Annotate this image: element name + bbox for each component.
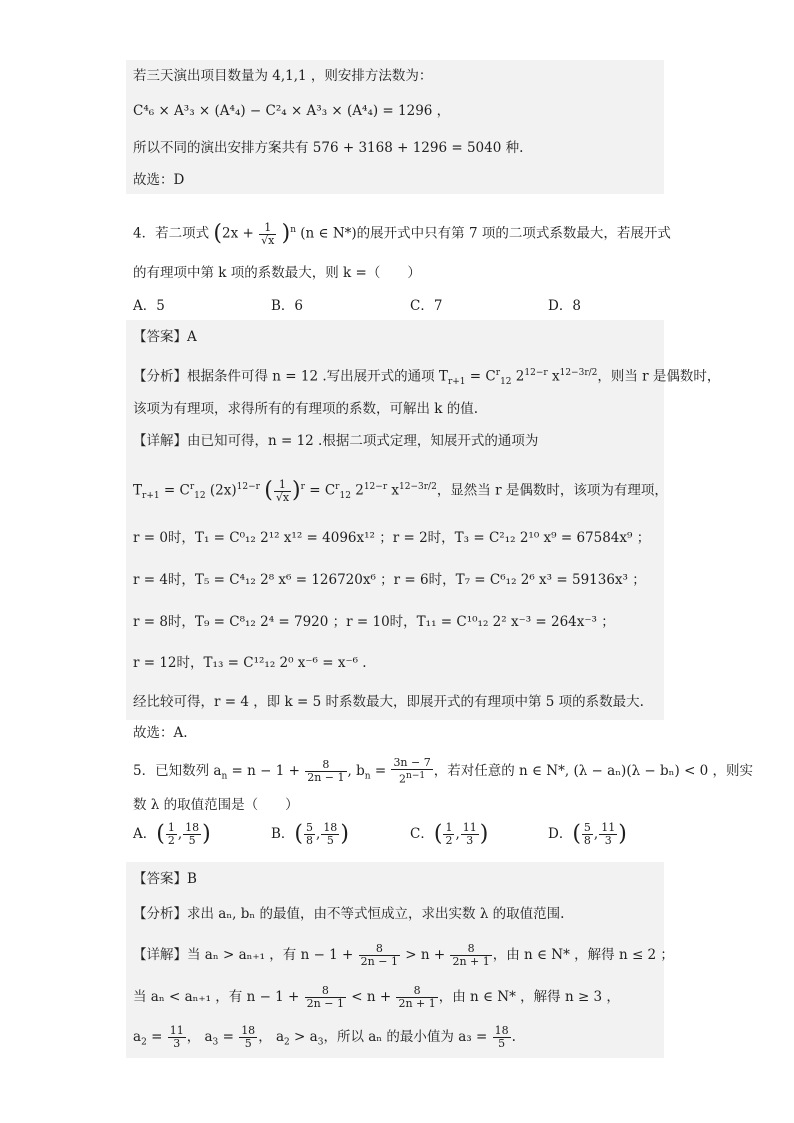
q5-option-b: B．( $\frac{5}{8}$ , $\frac{18}{5}$ ) [271, 821, 349, 847]
q4-option-d: D．8 [548, 298, 581, 314]
q4-compare: 经比较可得，r = 4 ，即 k = 5 时系数最大，即展开式的有理项中第 5 项的系数最大. [133, 694, 644, 710]
prev-line-3: 所以不同的演出安排方案共有 576 + 3168 + 1296 = 5040 种. [133, 140, 524, 156]
q5-stem-a: 5．已知数列 [133, 763, 210, 779]
q5-answer: 【答案】B [133, 871, 197, 887]
q4-case-r12: r = 12时，T₁₃ = C¹²₁₂ 2⁰ x⁻⁶ = x⁻⁶ . [133, 655, 367, 671]
q4-case-r8: r = 8时，T₉ = C⁸₁₂ 2⁴ = 7920 ；r = 10时，T₁₁ = C¹⁰₁₂ 2² x⁻³ = 264x⁻³ ； [133, 614, 615, 630]
q4-stem-line-1: 4．若二项式 (2x + $\frac{1}{√x}$ )$^n$ (n ∈ N*)的展开式中只有第 7 项的二项式系数最大，若展开式 [133, 220, 671, 247]
q5-stem-line-2: 数 λ 的取值范围是（ ） [133, 797, 299, 813]
q5-option-c: C．( $\frac{1}{2}$ , $\frac{11}{3}$ ) [410, 821, 489, 847]
prev-line-2: C⁴₆ × A³₃ × (A⁴₄) − C²₄ × A³₃ × (A⁴₄) = 1296 ， [133, 103, 451, 119]
prev-line-1: 若三天演出项目数量为 4,1,1 ，则安排方法数为： [133, 68, 433, 84]
q5-stem-line-1: 5．已知数列 $a_n = n - 1$ + $\frac{8}{2n - 1}$ , $b_n$ = $\frac{3n - 7}{2^{n-1}}$ ，若对任意的 n ∈ N*, (λ − aₙ)(λ − bₙ) < 0 ，则实 [133, 756, 754, 786]
prev-line-4: 故选：D [133, 172, 185, 188]
q4-detail-line-1: 【详解】由已知可得，n = 12 .根据二项式定理，知展开式的通项为 [133, 433, 539, 449]
q4-case-r4: r = 4时，T₅ = C⁴₁₂ 2⁸ x⁶ = 126720x⁶ ；r = 6时，T₇ = C⁶₁₂ 2⁶ x³ = 59136x³ ； [133, 572, 646, 588]
q4-analysis-line-2: 该项为有理项，求得所有的有理项的系数，可解出 k 的值. [133, 401, 479, 417]
q4-answer: 【答案】A [133, 329, 197, 345]
q4-fraction: $\frac{1}{√x}$ [261, 220, 275, 247]
q4-case-r0: r = 0时，T₁ = C⁰₁₂ 2¹² x¹² = 4096x¹² ；r = 2时，T₃ = C²₁₂ 2¹⁰ x⁹ = 67584x⁹ ； [133, 530, 651, 546]
q4-analysis-line-1: 【分析】根据条件可得 n = 12 .写出展开式的通项 $T_{r+1} = C^r_{12}$ $2^{12-r}$ $x^{12-3r/2}$，则当 r 是偶数时， [133, 368, 721, 388]
q4-option-c: C．7 [410, 298, 443, 314]
q5-detail-line-3: $a_2$ = $\frac{11}{3}$ ， $a_3$ = $\frac{18}{5}$ ， $a_2 > a_3$，所以 aₙ 的最小值为 a₃ = $\frac{18}{5}$ . [133, 1024, 516, 1050]
q5-analysis: 【分析】求出 aₙ, bₙ 的最值，由不等式恒成立，求出实数 λ 的取值范围. [133, 906, 565, 922]
q5-option-a: A．( $\frac{1}{2}$ , $\frac{18}{5}$ ) [133, 821, 211, 847]
q4-option-a: A．5 [133, 298, 165, 314]
q5-detail-line-1: 【详解】当 aₙ > aₙ₊₁ ，有 n − 1 + $\frac{8}{2n - 1}$ > n + $\frac{8}{2n + 1}$ ，由 n ∈ N* ，解得 n ≤ 2 ； [133, 942, 674, 968]
q4-detail-line-2: $T_{r+1} = C^r_{12}$ $(2x)^{12-r}$ ( $\frac{1}{√x}$ )$^r = C^r_{12}$ $2^{12-r}$ $x^{12-3r/2}$，显然当 r 是偶数时，该项为有理项， [133, 477, 668, 504]
q4-stem-line-2: 的有理项中第 k 项的系数最大，则 k =（ ） [133, 265, 421, 281]
q4-option-b: B．6 [271, 298, 304, 314]
q4-stem-b: 的展开式中只有第 7 项的二项式系数最大，若展开式 [356, 225, 671, 242]
q4-stem-a: 4．若二项式 [133, 225, 210, 242]
q4-choice: 故选：A. [133, 725, 188, 741]
q5-option-d: D．( $\frac{5}{8}$ , $\frac{11}{3}$ ) [548, 821, 627, 847]
q5-detail-line-2: 当 aₙ < aₙ₊₁ ，有 n − 1 + $\frac{8}{2n - 1}$ < n + $\frac{8}{2n + 1}$ ，由 n ∈ N* ，解得 n ≥ 3 ， [133, 984, 620, 1010]
q5-stem-b: ，若对任意的 n ∈ N*, (λ − aₙ)(λ − bₙ) < 0 ，则实 [433, 763, 754, 779]
